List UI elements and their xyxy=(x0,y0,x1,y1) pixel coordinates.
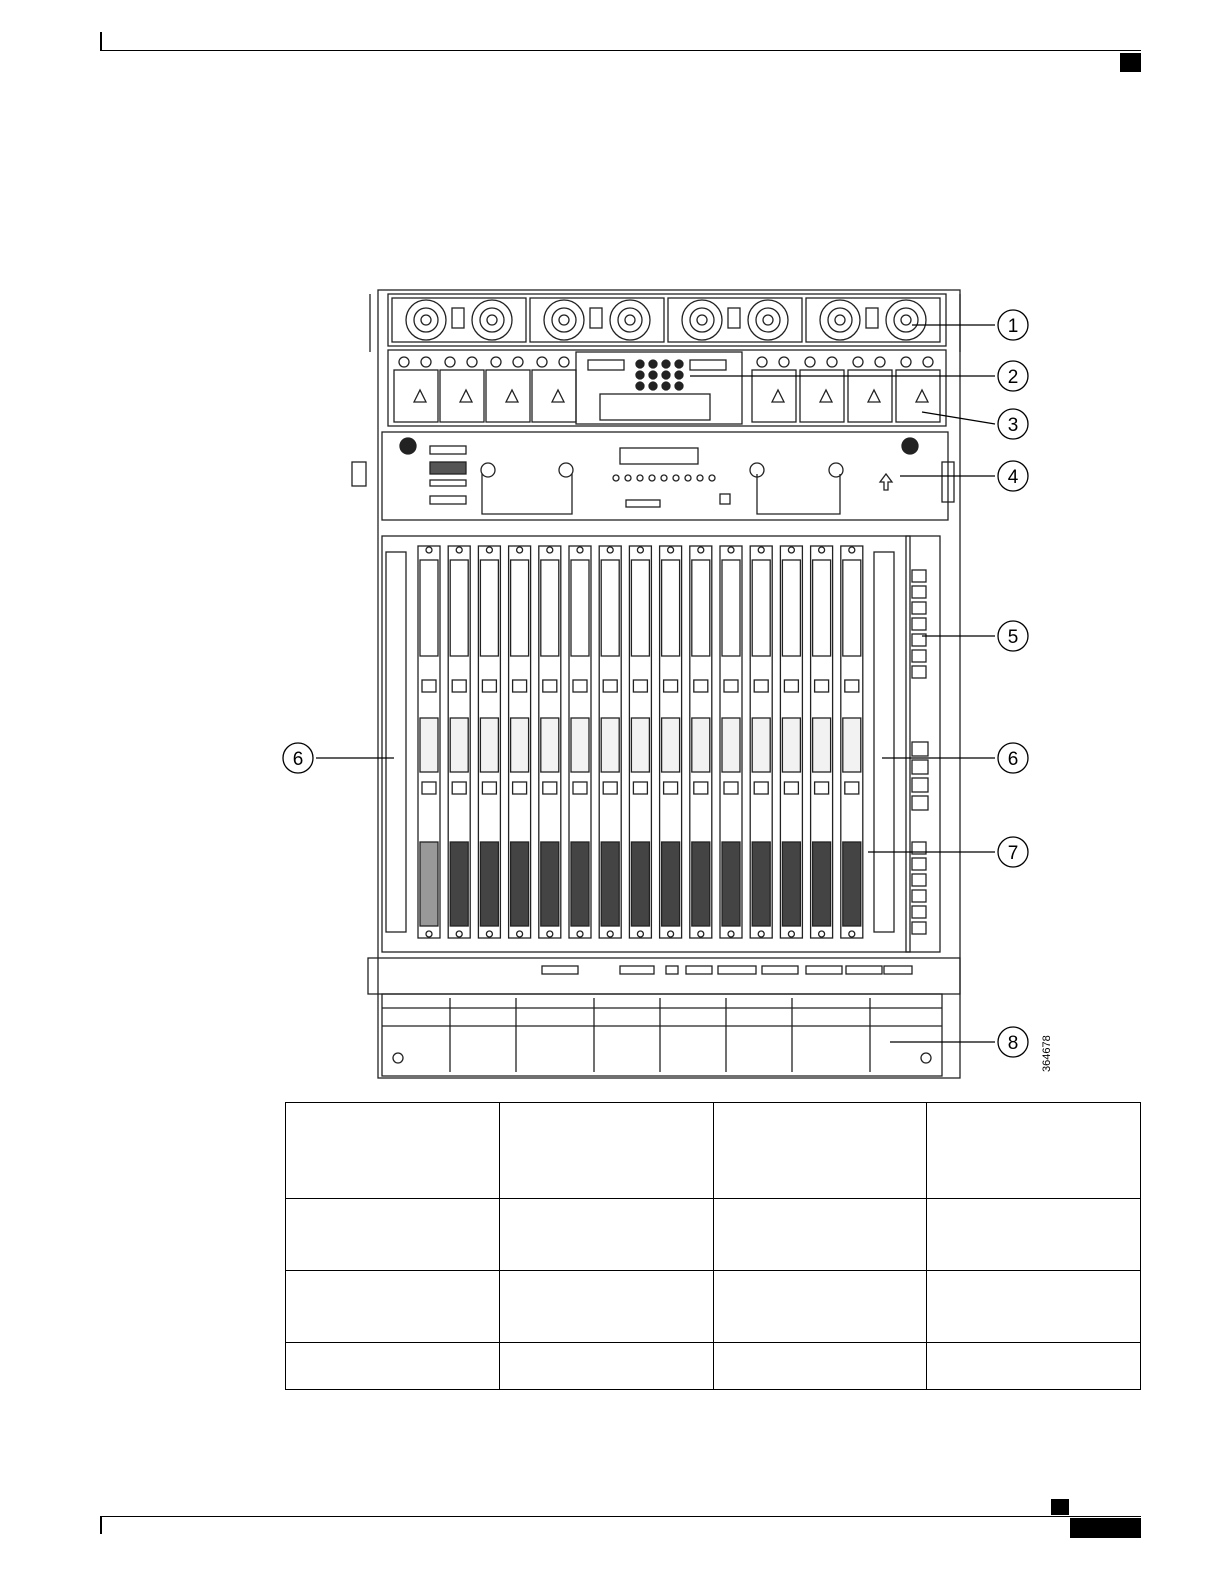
callout-label: 3 xyxy=(1007,415,1019,436)
route-processor xyxy=(382,432,948,520)
header-rule xyxy=(100,50,1141,51)
footer-page-tab xyxy=(1070,1518,1141,1538)
fan-icon xyxy=(544,300,584,340)
fan-icon xyxy=(472,300,512,340)
warning-icon xyxy=(868,390,880,402)
power-control-panel xyxy=(600,394,710,420)
power-control-module xyxy=(576,352,742,424)
chassis-figure xyxy=(270,282,1070,1082)
chassis-front-view xyxy=(270,282,1070,1082)
up-arrow-icon xyxy=(880,474,892,490)
fan-tray xyxy=(392,298,526,342)
table-row xyxy=(286,1103,1141,1199)
rp-handle-right xyxy=(757,474,840,514)
fan-icon xyxy=(748,300,788,340)
fabric-card-right xyxy=(874,552,894,932)
warning-icon xyxy=(552,390,564,402)
callout-label: 1 xyxy=(1007,316,1019,337)
fan-icon xyxy=(610,300,650,340)
power-supply xyxy=(800,370,844,422)
warning-icon xyxy=(506,390,518,402)
table-cell xyxy=(927,1103,1141,1199)
header-marker xyxy=(1120,53,1141,72)
warning-icon xyxy=(820,390,832,402)
table-cell xyxy=(499,1343,713,1390)
table-cell xyxy=(286,1343,500,1390)
power-supply xyxy=(440,370,484,422)
cable-management xyxy=(368,958,960,994)
fan-icon xyxy=(682,300,722,340)
power-supply xyxy=(752,370,796,422)
table-row xyxy=(286,1343,1141,1390)
legend-table xyxy=(285,1102,1141,1390)
rp-handle-left xyxy=(482,474,572,514)
warning-icon xyxy=(414,390,426,402)
warning-icon xyxy=(772,390,784,402)
fan-icon xyxy=(820,300,860,340)
table-cell xyxy=(286,1199,500,1271)
table-cell xyxy=(499,1103,713,1199)
callout-label: 4 xyxy=(1007,467,1019,488)
power-supply xyxy=(848,370,892,422)
chassis-handle-left xyxy=(352,462,366,486)
figure-id: 364678 xyxy=(1041,1035,1053,1072)
callout-label: 6 xyxy=(1007,749,1019,770)
table-cell xyxy=(713,1271,927,1343)
chassis-outline xyxy=(378,290,960,1078)
fan-icon xyxy=(406,300,446,340)
warning-icon xyxy=(460,390,472,402)
table-cell xyxy=(286,1103,500,1199)
table-cell xyxy=(713,1103,927,1199)
warning-icon xyxy=(916,390,928,402)
power-supply xyxy=(394,370,438,422)
callout-label: 7 xyxy=(1007,843,1019,864)
footer-rule xyxy=(100,1516,1141,1517)
callout-label: 8 xyxy=(1007,1033,1019,1054)
table-cell xyxy=(713,1199,927,1271)
table-row xyxy=(286,1199,1141,1271)
callout-label: 6 xyxy=(292,749,304,770)
header-tick xyxy=(100,32,102,51)
callout-label: 5 xyxy=(1007,627,1019,648)
table-cell xyxy=(927,1271,1141,1343)
fan-tray xyxy=(806,298,940,342)
footer-tick xyxy=(100,1516,102,1534)
table-row xyxy=(286,1271,1141,1343)
table-cell xyxy=(286,1271,500,1343)
fan-icon xyxy=(886,300,926,340)
fan-tray xyxy=(530,298,664,342)
footer-marker xyxy=(1051,1499,1069,1515)
fan-tray xyxy=(668,298,802,342)
table-cell xyxy=(499,1199,713,1271)
table-cell xyxy=(713,1343,927,1390)
callout-label: 2 xyxy=(1007,367,1019,388)
table-cell xyxy=(499,1271,713,1343)
table-cell xyxy=(927,1199,1141,1271)
power-supply xyxy=(486,370,530,422)
air-filter xyxy=(382,994,942,1076)
table-cell xyxy=(927,1343,1141,1390)
power-supply xyxy=(532,370,576,422)
fabric-card-left xyxy=(386,552,406,932)
